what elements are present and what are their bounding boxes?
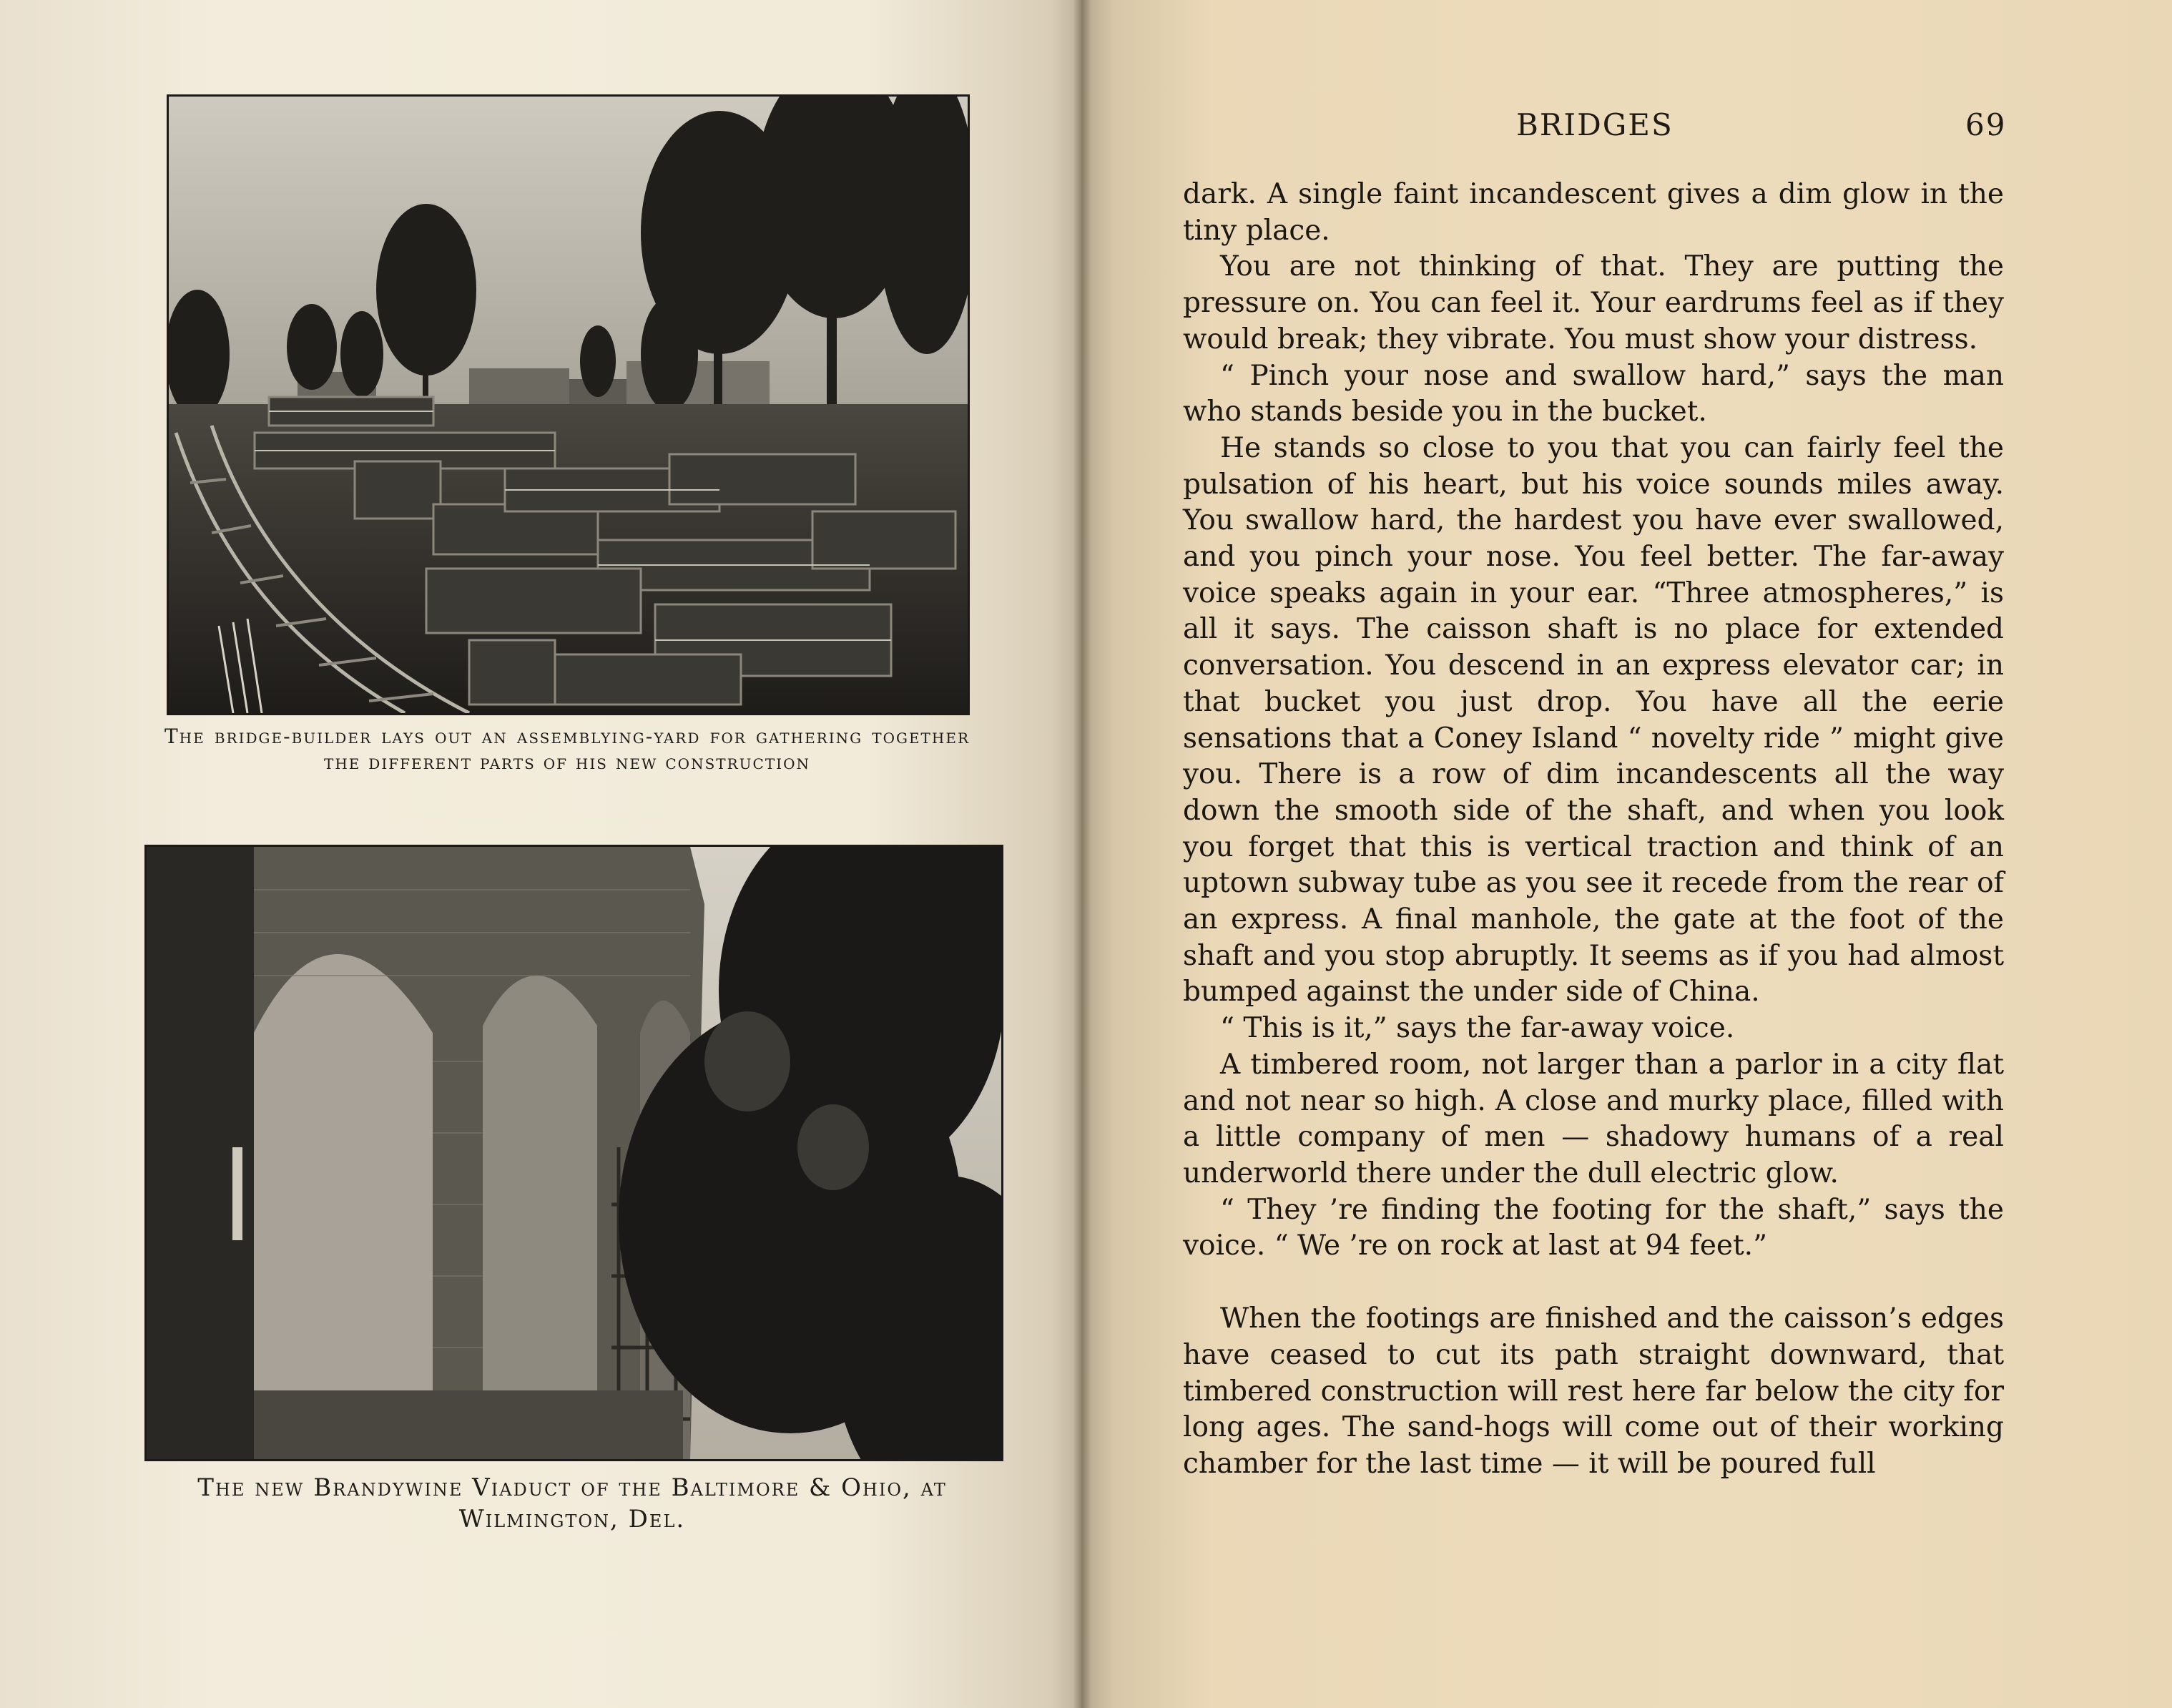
paragraph: When the footings are finished and the caisson’s edges have ceased to cut its path straight downward, that timbered construction will rest here far below the city for long ages. The sand-hogs will come out of their working chamber for the last time — it will be poured full [1183, 1302, 2004, 1480]
paragraph: A timbered room, not larger than a parlor in a city flat and not near so high. A close and murky place, filled with a little company of men — shadowy humans of a real underworld there under the dull electric glow. [1183, 1048, 2004, 1189]
book-gutter [1073, 0, 1091, 1708]
brandywine-viaduct-photo [144, 845, 1003, 1461]
paragraph: “ They ’re finding the footing for the shaft,” says the voice. “ We ’re on rock at last at 94 feet.” [1183, 1193, 2004, 1262]
paragraph: You are not thinking of that. They are putting the pressure on. You can feel it. Your eardrums feel as if they would break; they vibrate. You must show your distress. [1183, 250, 2004, 355]
paragraph: dark. A single faint incandescent gives a dim glow in the tiny place. [1183, 178, 2004, 247]
assembly-yard-caption: The bridge-builder lays out an assemblying-yard for gathering together the different parts of his new construction [164, 725, 970, 775]
running-title: BRIDGES [1516, 107, 1674, 142]
page-number: 69 [1965, 107, 2007, 142]
paragraph: “ Pinch your nose and swallow hard,” says the man who stands beside you in the bucket. [1183, 359, 2004, 428]
assembly-yard-photo [167, 94, 970, 715]
brandywine-viaduct-caption: The new Brandywine Viaduct of the Baltimore & Ohio, at Wilmington, Del. [197, 1473, 947, 1534]
paragraph: He stands so close to you that you can fairly feel the pulsation of his heart, but his voice sounds miles away. You swallow hard, the hardest you have ever swallowed, and you pinch your nose. You feel better. The far-away voice speaks again in your ear. “Three atmospheres,” is all it says. The caisson shaft is no place for extended conversation. You descend in an express elevator car; in that bucket you just drop. You have all the eerie sensations that a Coney Island “ novelty ride ” might give you. There is a row of dim incandescents all the way down the smooth side of the shaft, and when you look you forget that this is vertical traction and think of an uptown subway tube as you see it recede from the rear of an express. A final manhole, the gate at the foot of the shaft and you stop abruptly. It seems as if you had almost bumped against the under side of China. [1183, 431, 2004, 1008]
body-text [1183, 177, 2004, 1483]
paragraph: “ This is it,” says the far-away voice. [1220, 1012, 1735, 1045]
